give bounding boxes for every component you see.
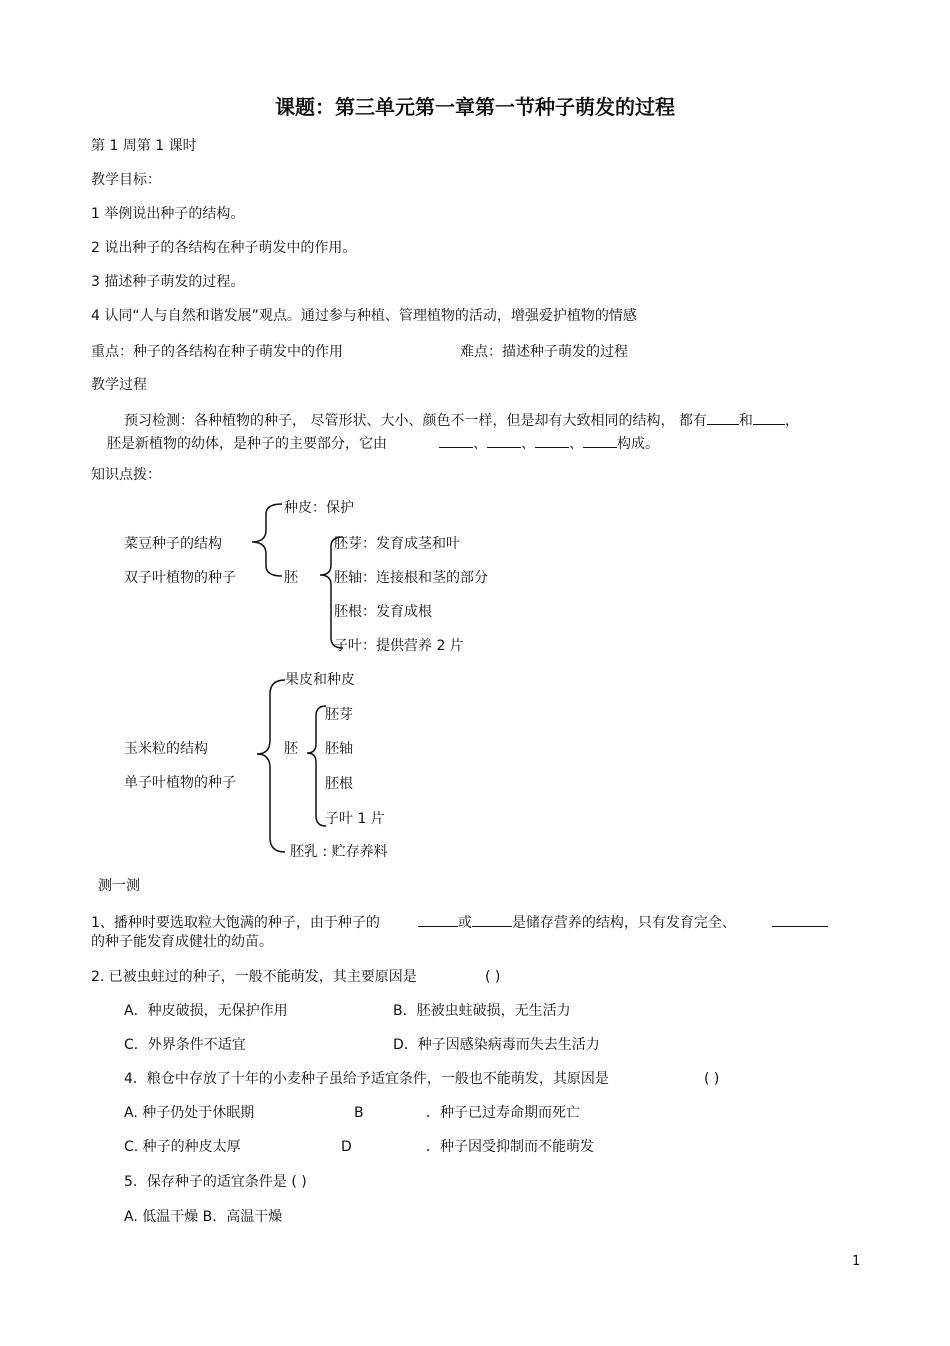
- corn-part: 胚根: [325, 776, 353, 792]
- objective-item: 4 认同“人与自然和谐发展”观点。通过参与种植、管理植物的活动，增强爱护植物的情感: [91, 308, 637, 324]
- key-point: 重点：种子的各结构在种子萌发中的作用: [91, 344, 343, 360]
- answer-blank[interactable]: [772, 912, 828, 927]
- q1-text: 1、播种时要选取粒大饱满的种子，由于种子的: [91, 915, 380, 931]
- bean-embryo: 胚: [284, 570, 298, 586]
- separator: 、: [569, 436, 583, 452]
- preview-text: 预习检测：各种植物的种子， 尽管形状、大小、颜色不一样，但是却有大致相同的结构， 都有: [124, 413, 707, 429]
- q1-line-2: 的种子能发育成健壮的幼苗。: [91, 934, 273, 950]
- bean-part: 子叶：提供营养 2 片: [334, 638, 464, 654]
- corn-part: 胚芽: [325, 707, 353, 723]
- bean-part: 胚根：发育成根: [334, 604, 432, 620]
- preview-comma: ，: [784, 413, 799, 429]
- week-info: 第 1 周第 1 课时: [91, 138, 197, 154]
- q2-paren: ( ): [485, 969, 501, 985]
- corn-part: 子叶 1 片: [325, 811, 385, 827]
- corn-part: 胚轴: [325, 741, 353, 757]
- objectives-label: 教学目标：: [91, 172, 161, 188]
- corn-pericarp: 果皮和种皮: [285, 672, 355, 688]
- q4-option-d-letter: D: [341, 1139, 352, 1155]
- bean-name: 菜豆种子的结构: [124, 536, 222, 552]
- q4-option-b-letter: B: [354, 1105, 364, 1121]
- q1-line-1: [91, 912, 828, 932]
- bean-type: 双子叶植物的种子: [124, 570, 236, 586]
- answer-blank[interactable]: [472, 912, 512, 927]
- corn-name: 玉米粒的结构: [124, 741, 208, 757]
- q4-paren: ( ): [704, 1071, 720, 1087]
- knowledge-label: 知识点拨：: [91, 467, 161, 483]
- corn-embryo: 胚: [284, 741, 298, 757]
- brace-corn-outer: [257, 680, 285, 852]
- q2-stem: 2. 已被虫蛀过的种子，一般不能萌发，其主要原因是: [91, 969, 417, 985]
- q2-option-c: C．外界条件不适宜: [124, 1037, 246, 1053]
- objective-item: 2 说出种子的各结构在种子萌发中的作用。: [91, 240, 357, 256]
- bean-part: 胚轴：连接根和茎的部分: [334, 570, 488, 586]
- page-number: 1: [852, 1254, 861, 1269]
- corn-type: 单子叶植物的种子: [124, 775, 236, 791]
- q2-option-a: A．种皮破损，无保护作用: [124, 1003, 288, 1019]
- q5-stem: 5．保存种子的适宜条件是 ( ): [124, 1174, 307, 1190]
- q2-option-b: B．胚被虫蛀破损，无生活力: [393, 1003, 571, 1019]
- q1-or: 或: [457, 915, 472, 931]
- objective-item: 1 举例说出种子的结构。: [91, 206, 245, 222]
- page-title: 课题：第三单元第一章第一节种子萌发的过程: [275, 95, 675, 119]
- process-label: 教学过程: [91, 377, 147, 393]
- preview-text: 胚是新植物的幼体，是种子的主要部分，它由: [107, 436, 387, 452]
- preview-and: 和: [738, 413, 753, 429]
- q4-stem: 4．粮仓中存放了十年的小麦种子虽给予适宜条件，一般也不能萌发，其原因是: [124, 1071, 609, 1087]
- q4-option-b: ．种子已过寿命期而死亡: [426, 1105, 580, 1121]
- q4-option-a: A. 种子仍处于休眠期: [124, 1105, 255, 1121]
- test-label: 测一测: [98, 878, 140, 894]
- answer-blank[interactable]: [418, 912, 458, 927]
- bean-part: 胚芽：发育成茎和叶: [334, 536, 460, 552]
- brace-corn-embryo: [307, 706, 326, 826]
- q1-text: 是储存营养的结构，只有发育完全、: [511, 915, 736, 931]
- separator: 、: [521, 436, 535, 452]
- difficult-point: 难点：描述种子萌发的过程: [460, 344, 628, 360]
- bean-seed-coat: 种皮：保护: [284, 500, 354, 516]
- q4-option-c: C. 种子的种皮太厚: [124, 1139, 241, 1155]
- brace-bean-embryo: [320, 537, 343, 648]
- preview-end: 构成。: [617, 436, 659, 452]
- separator: 、: [473, 436, 487, 452]
- corn-endosperm: 胚乳 : 贮存养料: [290, 844, 388, 860]
- q4-option-d: ．种子因受抑制而不能萌发: [426, 1139, 594, 1155]
- q2-option-d: D．种子因感染病毒而失去生活力: [393, 1037, 600, 1053]
- q5-options: A. 低温干燥 B．高温干燥: [124, 1209, 283, 1225]
- objective-item: 3 描述种子萌发的过程。: [91, 274, 245, 290]
- brace-bean-outer: [252, 504, 282, 576]
